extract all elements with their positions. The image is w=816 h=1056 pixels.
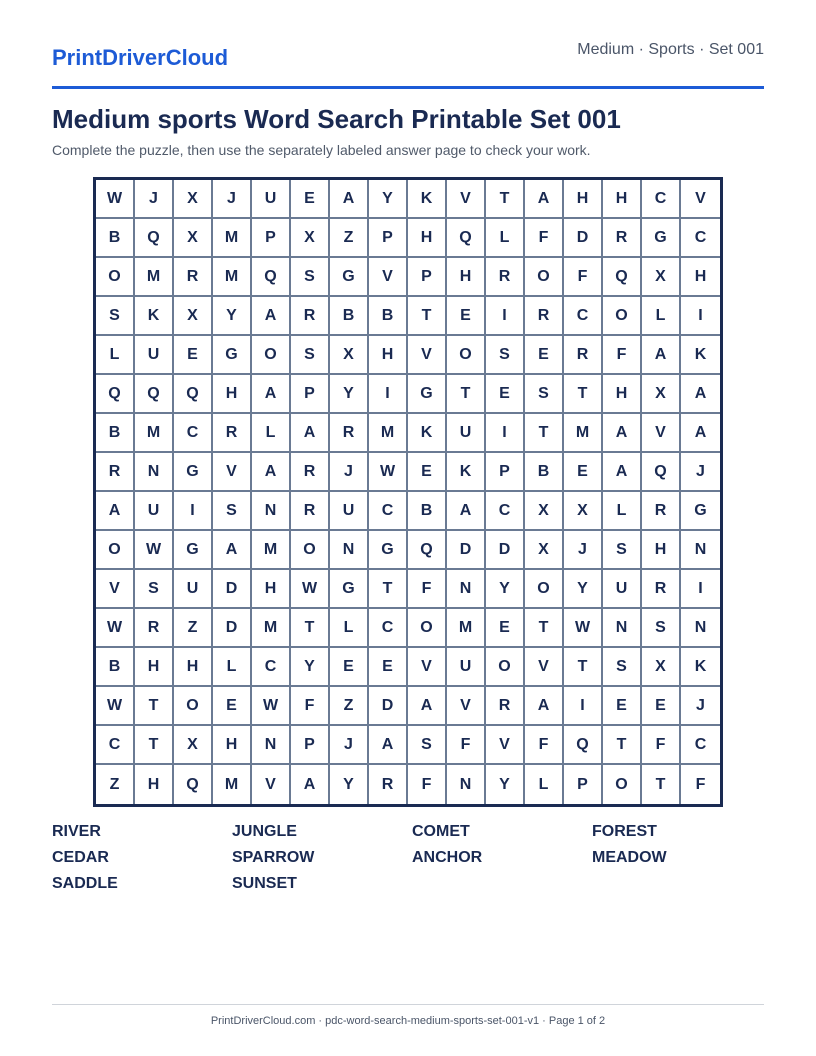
grid-cell: T [642,765,681,804]
grid-cell: X [642,258,681,297]
grid-cell: H [603,375,642,414]
grid-cell: L [603,492,642,531]
grid-cell: Y [486,570,525,609]
page-subtitle: Complete the puzzle, then use the separately labeled answer page to check your work. [52,142,591,158]
grid-cell: C [369,492,408,531]
grid-cell: A [330,180,369,219]
grid-cell: S [96,297,135,336]
grid-cell: L [213,648,252,687]
grid-cell: U [174,570,213,609]
grid-cell: C [642,180,681,219]
grid-cell: T [369,570,408,609]
grid-cell: S [213,492,252,531]
grid-cell: C [681,726,720,765]
grid-cell: I [486,297,525,336]
grid-cell: B [330,297,369,336]
grid-cell: P [291,375,330,414]
grid-cell: H [408,219,447,258]
grid-cell: L [252,414,291,453]
grid-cell: T [603,726,642,765]
grid-cell: F [525,219,564,258]
grid-cell: R [525,297,564,336]
grid-cell: I [564,687,603,726]
grid-cell: S [603,648,642,687]
word-list-item: SUNSET [232,875,297,892]
grid-cell: V [447,687,486,726]
grid-cell: U [447,648,486,687]
grid-cell: J [213,180,252,219]
grid-cell: R [291,297,330,336]
grid-cell: H [603,180,642,219]
grid-cell: P [486,453,525,492]
grid-cell: E [369,648,408,687]
grid-cell: G [174,531,213,570]
grid-cell: H [369,336,408,375]
grid-cell: G [681,492,720,531]
grid-cell: Y [369,180,408,219]
grid-cell: D [213,570,252,609]
grid-cell: R [174,258,213,297]
grid-cell: X [525,531,564,570]
grid-cell: V [369,258,408,297]
grid-cell: Q [96,375,135,414]
grid-cell: M [369,414,408,453]
grid-cell: A [681,414,720,453]
grid-cell: U [252,180,291,219]
grid-cell: N [135,453,174,492]
grid-cell: H [642,531,681,570]
grid-cell: X [525,492,564,531]
grid-cell: D [213,609,252,648]
grid-cell: S [408,726,447,765]
grid-cell: S [135,570,174,609]
grid-cell: Y [486,765,525,804]
grid-cell: L [642,297,681,336]
grid-cell: X [564,492,603,531]
grid-cell: W [96,609,135,648]
grid-cell: G [330,570,369,609]
grid-cell: L [96,336,135,375]
grid-cell: X [642,648,681,687]
grid-cell: C [369,609,408,648]
grid-cell: S [603,531,642,570]
grid-cell: J [564,531,603,570]
grid-cell: N [252,492,291,531]
grid-cell: B [369,297,408,336]
grid-cell: T [564,375,603,414]
grid-cell: U [135,336,174,375]
grid-cell: Y [330,375,369,414]
grid-cell: G [174,453,213,492]
grid-cell: V [408,648,447,687]
grid-cell: S [291,258,330,297]
grid-cell: D [369,687,408,726]
grid-cell: O [96,258,135,297]
grid-cell: M [213,219,252,258]
grid-cell: I [681,570,720,609]
grid-cell: A [603,453,642,492]
grid-cell: W [369,453,408,492]
grid-cell: I [174,492,213,531]
grid-cell: M [564,414,603,453]
grid-cell: R [330,414,369,453]
grid-cell: L [525,765,564,804]
grid-cell: K [447,453,486,492]
grid-cell: V [486,726,525,765]
grid-cell: Y [291,648,330,687]
grid-cell: O [603,297,642,336]
grid-cell: F [408,765,447,804]
grid-cell: L [330,609,369,648]
grid-cell: E [447,297,486,336]
grid-cell: C [681,219,720,258]
grid-cell: O [525,570,564,609]
grid-cell: T [525,609,564,648]
grid-cell: A [252,375,291,414]
grid-cell: Z [330,687,369,726]
grid-cell: O [603,765,642,804]
grid-cell: J [330,726,369,765]
grid-cell: A [603,414,642,453]
grid-cell: T [486,180,525,219]
grid-cell: T [135,687,174,726]
grid-cell: Q [174,375,213,414]
grid-cell: A [96,492,135,531]
grid-cell: H [252,570,291,609]
grid-cell: F [695,775,706,793]
grid-cell: N [252,726,291,765]
grid-cell: V [96,570,135,609]
grid-cell: R [369,765,408,804]
grid-cell: Q [603,258,642,297]
grid-cell: G [213,336,252,375]
grid-cell: J [681,687,720,726]
grid-cell: F [564,258,603,297]
grid-cell: A [681,375,720,414]
word-list-item: SADDLE [52,875,118,892]
grid-cell: E [486,609,525,648]
grid-cell: C [564,297,603,336]
grid-cell: Z [330,219,369,258]
grid-cell: K [408,180,447,219]
grid-cell: U [135,492,174,531]
grid-cell: Q [252,258,291,297]
grid-cell: W [135,531,174,570]
grid-cell: U [447,414,486,453]
word-list-item: COMET [412,823,470,840]
grid-cell: V [213,453,252,492]
grid-cell: X [174,726,213,765]
grid-cell: O [174,687,213,726]
grid-cell: A [408,687,447,726]
grid-cell: R [642,570,681,609]
grid-cell: M [213,258,252,297]
grid-cell: A [252,453,291,492]
grid-cell: R [564,336,603,375]
grid-cell: S [291,336,330,375]
grid-cell: Q [174,765,213,804]
grid-cell: V [681,180,720,219]
grid-cell: K [681,648,720,687]
grid-cell: A [369,726,408,765]
grid-cell: B [96,414,135,453]
grid-cell: H [174,648,213,687]
grid-cell: R [486,258,525,297]
grid-cell: B [525,453,564,492]
grid-cell: X [174,219,213,258]
page-title: Medium sports Word Search Printable Set 001 [52,104,621,134]
grid-cell: Q [447,219,486,258]
grid-cell: Z [174,609,213,648]
grid-cell: J [681,453,720,492]
grid-cell: A [291,414,330,453]
word-list-item: MEADOW [592,849,667,866]
grid-cell: F [525,726,564,765]
grid-cell: O [486,648,525,687]
grid-cell: N [447,765,486,804]
grid-cell: G [330,258,369,297]
grid-cell: V [447,180,486,219]
grid-cell: B [96,219,135,258]
brand-logo: PrintDriverCloud [52,45,229,70]
grid-cell: V [252,765,291,804]
grid-cell: U [603,570,642,609]
grid-cell: X [291,219,330,258]
grid-cell: C [96,726,135,765]
grid-cell: R [135,609,174,648]
grid-cell: F [408,570,447,609]
grid-cell: H [447,258,486,297]
grid-cell: R [291,492,330,531]
grid-cell: U [330,492,369,531]
grid-cell: D [564,219,603,258]
grid-cell: B [96,648,135,687]
grid-cell: H [681,258,720,297]
grid-cell: T [525,414,564,453]
grid-cell: E [564,453,603,492]
grid-cell: M [213,765,252,804]
grid-cell: T [564,648,603,687]
grid-cell: T [291,609,330,648]
grid-cell: K [135,297,174,336]
grid-cell: Q [564,726,603,765]
grid-cell: P [369,219,408,258]
grid-cell: T [447,375,486,414]
grid-cell: E [174,336,213,375]
grid-cell: F [291,687,330,726]
grid-cell: M [135,414,174,453]
grid-cell: A [525,687,564,726]
grid-cell: O [525,258,564,297]
page-header [52,38,764,89]
grid-cell: H [564,180,603,219]
grid-cell: O [291,531,330,570]
grid-cell: X [642,375,681,414]
grid-cell: S [486,336,525,375]
grid-cell: W [252,687,291,726]
grid-cell: Q [408,531,447,570]
word-list [52,823,772,895]
grid-cell: W [564,609,603,648]
grid-cell: W [96,180,135,219]
grid-cell: A [252,297,291,336]
grid-cell: T [135,726,174,765]
grid-cell: R [291,453,330,492]
grid-cell: M [252,531,291,570]
grid-cell: O [96,531,135,570]
grid-cell: S [525,375,564,414]
grid-cell: T [408,297,447,336]
word-list-item: ANCHOR [412,849,483,866]
grid-cell: O [252,336,291,375]
grid-cell: X [330,336,369,375]
grid-cell: N [603,609,642,648]
grid-cell: N [681,609,720,648]
grid-cell: X [174,297,213,336]
grid-cell: G [408,375,447,414]
grid-cell: K [408,414,447,453]
grid-cell: H [213,726,252,765]
grid-cell: L [486,219,525,258]
grid-cell: M [135,258,174,297]
word-list-item: JUNGLE [232,823,297,840]
grid-cell: P [564,765,603,804]
grid-cell: Q [642,453,681,492]
grid-cell: Y [564,570,603,609]
grid-cell: A [642,336,681,375]
grid-cell: M [447,609,486,648]
grid-cell: Y [330,765,369,804]
grid-cell: V [642,414,681,453]
grid-cell: J [330,453,369,492]
grid-cell: V [525,648,564,687]
word-list-item: CEDAR [52,849,109,866]
grid-cell: Z [96,765,135,804]
grid-cell: S [642,609,681,648]
grid-cell: P [291,726,330,765]
grid-cell: G [642,219,681,258]
grid-cell: E [486,375,525,414]
page-footer: PrintDriverCloud.com · pdc-word-search-medium-sports-set-001-v1 · Page 1 of 2 [210,1015,606,1027]
grid-cell: R [603,219,642,258]
word-list-item: RIVER [52,823,101,840]
grid-cell: O [447,336,486,375]
word-search-grid [93,177,723,807]
grid-cell: P [408,258,447,297]
grid-cell: C [486,492,525,531]
breadcrumb: Medium · Sports · Set 001 [577,41,764,58]
word-list-item: FOREST [592,823,657,840]
grid-cell: R [486,687,525,726]
grid-cell: P [252,219,291,258]
grid-cell: H [135,648,174,687]
grid-cell: E [330,648,369,687]
grid-cell: D [486,531,525,570]
grid-cell: E [603,687,642,726]
grid-cell: J [135,180,174,219]
grid-cell: A [447,492,486,531]
grid-cell: Y [213,297,252,336]
grid-cell: E [408,453,447,492]
grid-cell: R [213,414,252,453]
grid-cell: Q [135,219,174,258]
grid-cell: G [369,531,408,570]
grid-cell: Q [135,375,174,414]
grid-cell: I [486,414,525,453]
grid-cell: A [213,531,252,570]
grid-cell: O [408,609,447,648]
grid-cell: F [603,336,642,375]
grid-cell: I [681,297,720,336]
grid-cell: H [213,375,252,414]
grid-cell: W [96,687,135,726]
grid-cell: N [447,570,486,609]
grid-cell: F [642,726,681,765]
grid-cell: M [252,609,291,648]
grid-cell: A [525,180,564,219]
grid-cell: E [213,687,252,726]
grid-cell: C [252,648,291,687]
grid-cell: F [447,726,486,765]
grid-cell: R [96,453,135,492]
grid-cell: H [135,765,174,804]
grid-cell: X [174,180,213,219]
grid-cell: C [174,414,213,453]
grid-cell: R [642,492,681,531]
grid-cell: W [291,570,330,609]
grid-cell: K [681,336,720,375]
grid-cell: I [369,375,408,414]
grid-cell: B [408,492,447,531]
grid-cell: A [291,765,330,804]
word-list-item: SPARROW [232,849,315,866]
grid-cell: E [291,180,330,219]
footer-divider [52,1004,764,1005]
grid-cell: N [330,531,369,570]
grid-cell: E [525,336,564,375]
grid-cell: N [681,531,720,570]
grid-cell: V [408,336,447,375]
grid-cell: D [447,531,486,570]
grid-cell: E [642,687,681,726]
